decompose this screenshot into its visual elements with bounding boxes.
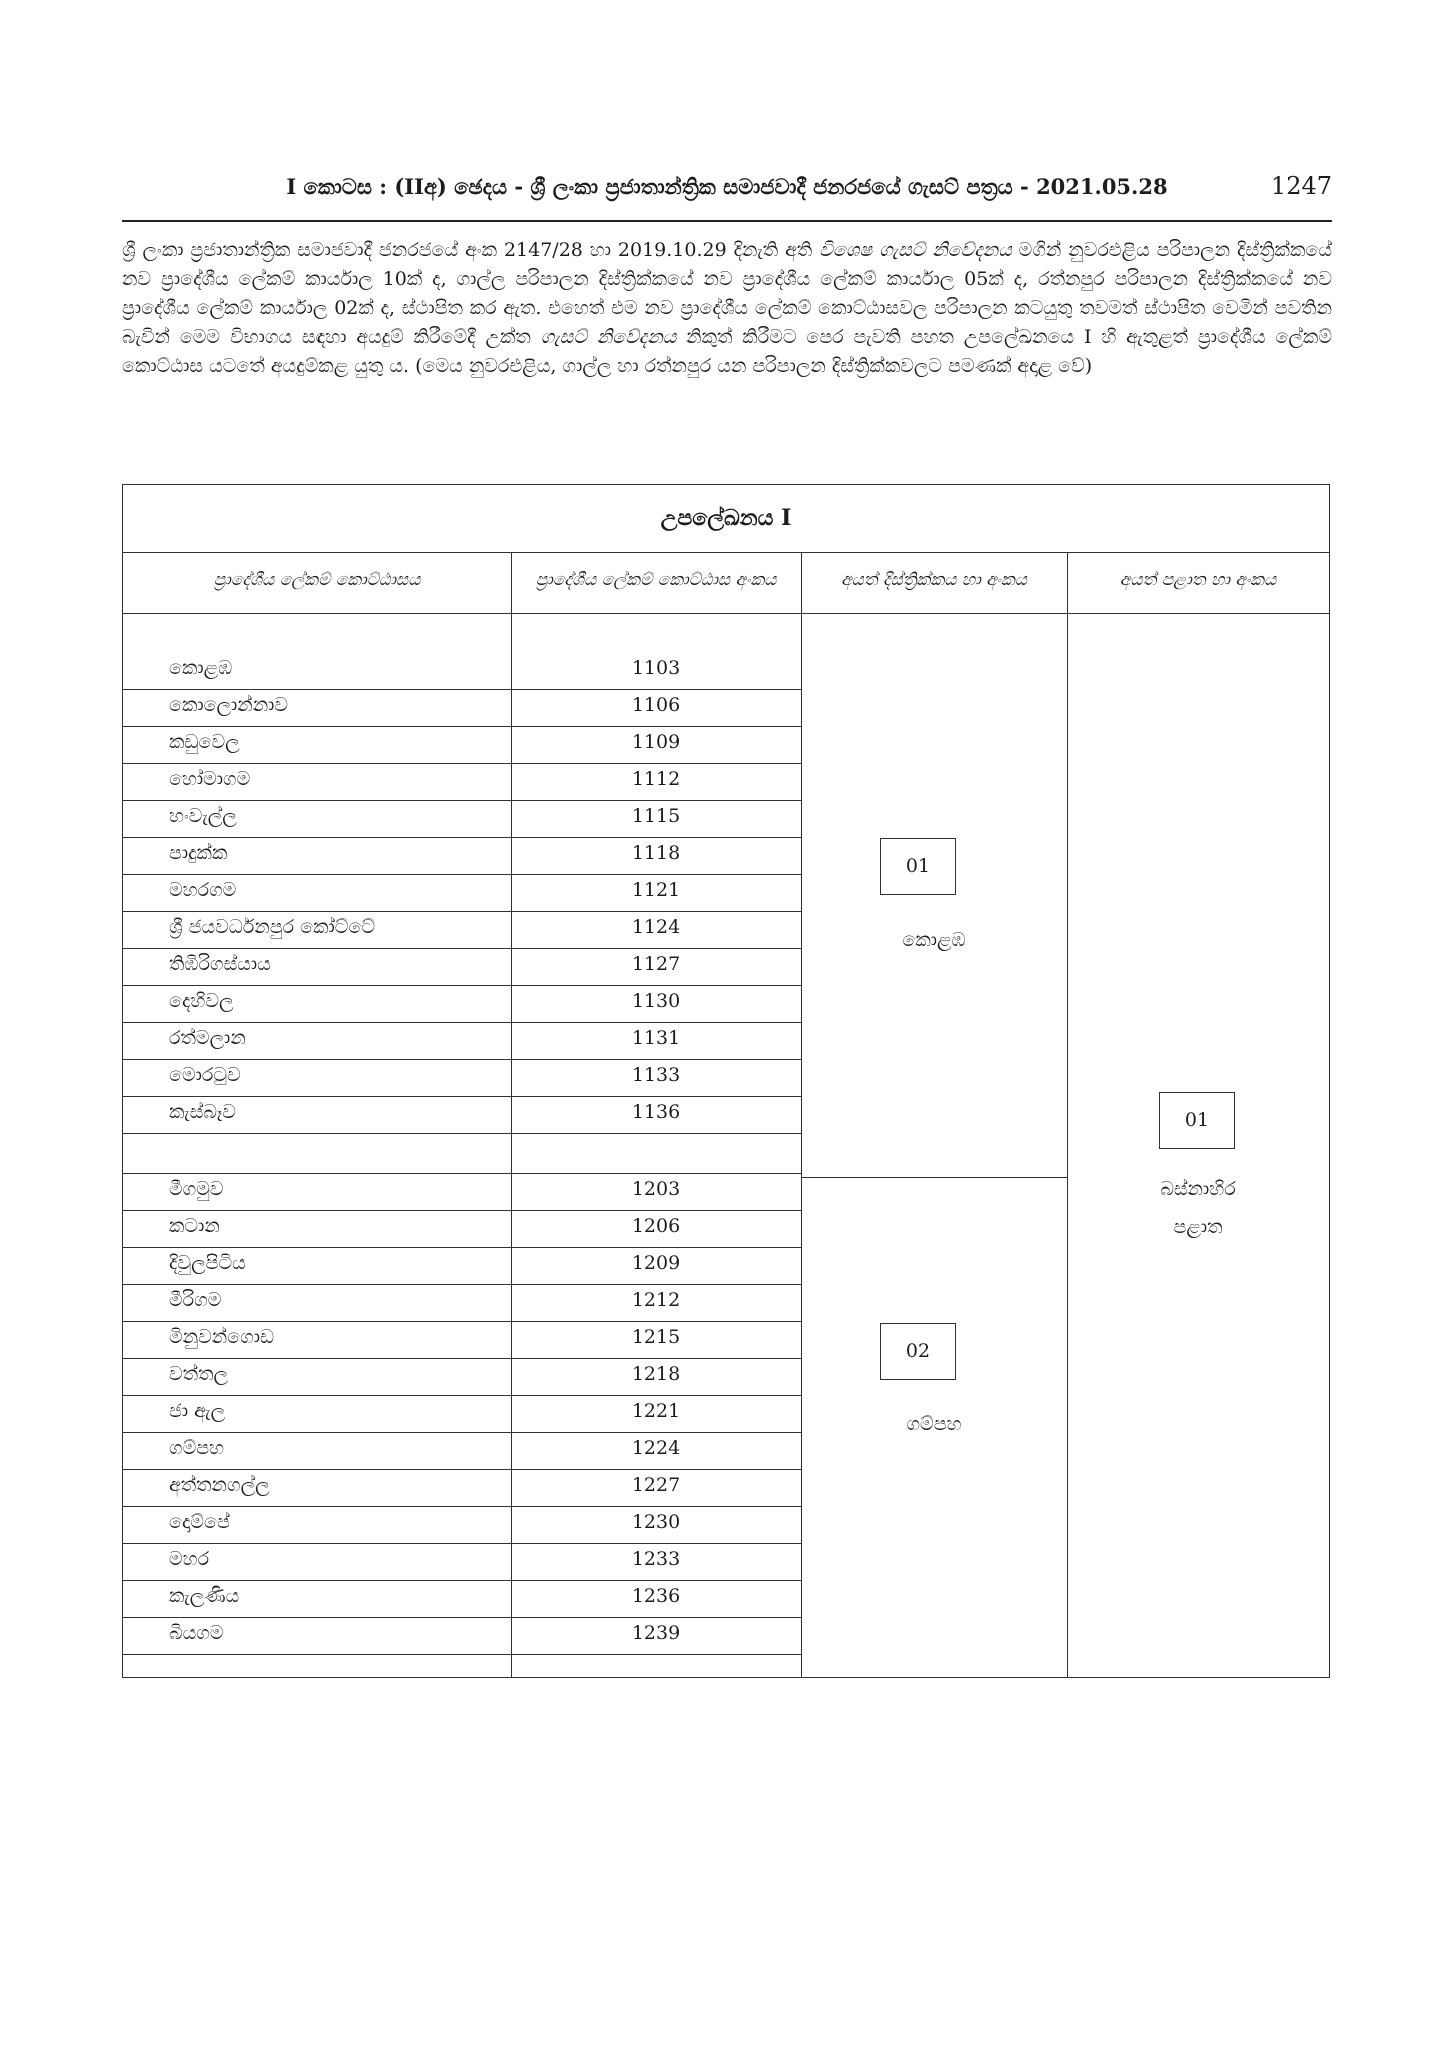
province-name: බස්නාහිර (1160, 1178, 1236, 1200)
table-row (123, 764, 801, 801)
division-name: මහරගම (169, 879, 237, 901)
division-name: ගම්පහ (169, 1437, 225, 1459)
row-rule (123, 1133, 801, 1134)
division-name: අත්තනගල්ල (169, 1474, 270, 1496)
division-name: කඩුවෙල (169, 731, 240, 753)
table-row (123, 727, 801, 764)
division-name: මොරටුව (169, 1064, 241, 1086)
division-code: 1109 (631, 731, 681, 753)
division-name: හෝමාගම (169, 768, 251, 790)
annex-table (122, 484, 1330, 1678)
division-code: 1206 (631, 1215, 681, 1237)
table-row (123, 690, 801, 727)
division-code: 1218 (631, 1363, 681, 1385)
table-row (123, 986, 801, 1023)
division-name: මීරිගම (169, 1289, 222, 1311)
division-code: 1131 (631, 1027, 681, 1049)
table-row (123, 1023, 801, 1060)
table-row (123, 1581, 801, 1618)
table-row (123, 1174, 801, 1211)
division-code: 1106 (631, 694, 681, 716)
division-name: තිඹිරිගස්යාය (169, 953, 271, 975)
column-divider (1067, 552, 1068, 1677)
division-name: වත්තල (169, 1363, 229, 1385)
column-header-division: ප්‍රාදේශීය ලේකම් කොට්ඨාසය (123, 552, 511, 614)
division-code: 1103 (631, 657, 681, 679)
division-name: රත්මලාන (169, 1027, 246, 1049)
column-header-division-code: ප්‍රාදේශීය ලේකම් කොට්ඨාස අංකය (511, 552, 801, 614)
division-code: 1215 (631, 1326, 681, 1348)
division-name: පාදුක්ක (169, 842, 228, 864)
division-name: දොම්පේ (169, 1511, 230, 1533)
table-row (123, 1507, 801, 1544)
division-name: දෙහිවල (169, 990, 234, 1012)
table-row (123, 1285, 801, 1322)
district-name: කොළඹ (902, 929, 966, 951)
column-header-district: අයත් දිස්ත්‍රික්කය හා අංකය (801, 552, 1067, 614)
division-code: 1127 (631, 953, 681, 975)
intro-italic-gazette-notice: ගැසට් නිවේදනය (540, 326, 677, 348)
table-row (123, 912, 801, 949)
table-row (123, 1097, 801, 1134)
gazette-header-title: I කොටස : (IIඅ) ඡෙදය - ශ්‍රී ලංකා ප්‍රජාතාන්ත්‍රික සමාජවාදී ජනරජයේ ගැසට් පත්‍රය - 2021.05.28 (286, 174, 1168, 199)
table-row (123, 801, 801, 838)
table-row (123, 1211, 801, 1248)
division-name: දිවුලපිටිය (169, 1252, 246, 1274)
intro-paragraph (122, 236, 1332, 381)
division-code: 1221 (631, 1400, 681, 1422)
column-divider (801, 552, 802, 1677)
division-name: මීගමුව (169, 1178, 224, 1200)
table-row (123, 653, 801, 690)
division-name: කැලණිය (169, 1585, 240, 1607)
division-name: ශ්‍රී ජයවර්ධනපුර කෝට්ටේ (169, 916, 376, 938)
column-header-province: අයත් පළාත හා අංකය (1067, 552, 1329, 614)
page-number: 1247 (1270, 172, 1332, 200)
intro-italic-gazette-notice: විශෙෂ ගැසට් නිවේදනය (819, 239, 1012, 261)
table-row (123, 1359, 801, 1396)
district-name: ගම්පහ (906, 1413, 962, 1435)
table-row (123, 838, 801, 875)
table-row (123, 1060, 801, 1097)
annex-title: උපලේඛනය I (123, 485, 1329, 553)
division-code: 1212 (631, 1289, 681, 1311)
division-code: 1115 (631, 805, 681, 827)
division-code: 1136 (631, 1101, 681, 1123)
table-row (123, 1433, 801, 1470)
table-row (123, 1544, 801, 1581)
district-code-box: 02 (880, 1323, 956, 1380)
table-row (123, 1396, 801, 1433)
province-code-box: 01 (1159, 1092, 1235, 1149)
division-code: 1227 (631, 1474, 681, 1496)
division-code: 1224 (631, 1437, 681, 1459)
division-code: 1239 (631, 1622, 681, 1644)
division-code: 1121 (631, 879, 681, 901)
division-code: 1236 (631, 1585, 681, 1607)
division-name: මිනුවන්ගොඩ (169, 1326, 275, 1348)
division-name: හංවැල්ල (169, 805, 237, 827)
division-code: 1203 (631, 1178, 681, 1200)
row-rule (123, 1654, 801, 1655)
table-row (123, 1618, 801, 1655)
district-separator (801, 1177, 1067, 1178)
intro-text: නිකුත් කිරීමට පෙර පැවති පහත උපලේඛනයෙ I හි ඇතුළත් ප්‍රාදේශීය ලේකම් කොට්ඨාස යටතේ අයදුම්කළ යුතු ය. (මෙය නුවරඑළිය, ගාල්ල හා රත්නපුර යන පරිපාලන දිස්ත්‍රික්කවලට පමණක් අදාළ වේ) (122, 326, 1332, 377)
page-header (122, 172, 1332, 222)
division-code: 1230 (631, 1511, 681, 1533)
division-name: කටාන (169, 1215, 220, 1237)
division-name: මහර (169, 1548, 210, 1570)
table-row (123, 1470, 801, 1507)
division-name: බියගම (169, 1622, 224, 1644)
division-name: ජා ඇල (169, 1400, 226, 1422)
division-name: කැස්බෑව (169, 1101, 236, 1123)
table-row (123, 949, 801, 986)
division-code: 1124 (631, 916, 681, 938)
division-code: 1118 (631, 842, 681, 864)
division-code: 1133 (631, 1064, 681, 1086)
division-code: 1233 (631, 1548, 681, 1570)
table-row (123, 1322, 801, 1359)
intro-text: ශ්‍රී ලංකා ප්‍රජාතාන්ත්‍රික සමාජවාදී ජනරජයේ අංක 2147/28 හා 2019.10.29 දිනැති අති (122, 239, 820, 261)
division-name: කොළඹ (169, 657, 233, 679)
table-row (123, 875, 801, 912)
province-name: පළාත (1173, 1216, 1223, 1238)
division-code: 1209 (631, 1252, 681, 1274)
table-row (123, 1248, 801, 1285)
division-name: කොලොන්නාව (169, 694, 289, 716)
division-code: 1112 (631, 768, 681, 790)
district-code-box: 01 (880, 838, 956, 895)
division-code: 1130 (631, 990, 681, 1012)
intro-text: මගින් නුවරඑළිය පරිපාලන දිස්ත්‍රික්කයේ නව ප්‍රාදේශීය ලේකම් කාර්යාල 10ක් ද, ගාල්ල පරිපාලන දිස්ත්‍රික්කයේ නව ප්‍රාදේශීය ලේකම් කාර්යාල 05ක් ද, රත්නපුර පරිපාලන දිස්ත්‍රික්කයේ නව ප්‍රාදේශීය ලේකම් කාර්යාල 02ක් ද, ස්ථාපිත කර ඇත. එහෙත් එම නව ප්‍රාදේශීය ලේකම් කොට්ඨාසවල පරිපාලන කටයුතු තවමත් ස්ථාපිත වෙමින් පවතින බැවින් මෙම විභාගය සඳහා අයදුම් කිරීමේදී උක්ත (122, 239, 1332, 348)
